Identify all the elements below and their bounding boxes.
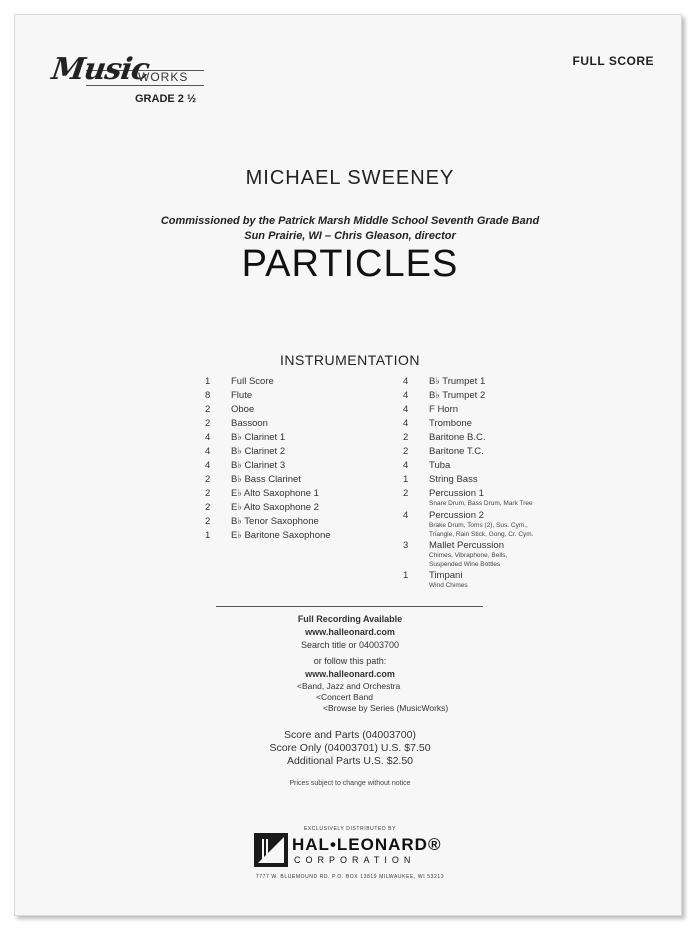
instrument-name: Percussion 1: [429, 488, 484, 499]
instrument-quantity: 1: [205, 376, 211, 387]
instrument-quantity: 4: [403, 390, 409, 401]
instrument-quantity: 8: [205, 390, 211, 401]
instrument-quantity: 1: [403, 570, 409, 581]
instrument-name: B♭ Clarinet 3: [231, 460, 286, 471]
instrument-name: Full Score: [231, 376, 274, 387]
instrument-name: E♭ Alto Saxophone 2: [231, 502, 319, 513]
instrument-name: F Horn: [429, 404, 459, 415]
publisher-address: 7777 W. BLUEMOUND RD. P.O. BOX 13819 MILWAUKEE, WI 53213: [255, 874, 445, 880]
hal-leonard-mark-icon: [254, 833, 288, 867]
instrument-name: String Bass: [429, 474, 478, 485]
price-line-3: Additional Parts U.S. $2.50: [286, 755, 414, 767]
instrument-subtext: Snare Drum, Bass Drum, Mark Tree: [429, 500, 533, 507]
instrument-quantity: 2: [403, 432, 409, 443]
instrument-quantity: 4: [205, 446, 211, 457]
composer-name: MICHAEL SWEENEY: [245, 167, 455, 189]
instrument-name: Percussion 2: [429, 510, 484, 521]
instrument-name: B♭ Trumpet 1: [429, 376, 486, 387]
grade-label: GRADE 2 ½: [135, 93, 197, 105]
instrumentation-heading: INSTRUMENTATION: [280, 352, 420, 368]
score-type-label: FULL SCORE: [572, 54, 654, 68]
recording-heading: Full Recording Available: [297, 614, 403, 624]
instrument-quantity: 4: [403, 376, 409, 387]
instrument-quantity: 2: [205, 474, 211, 485]
instrument-quantity: 1: [205, 530, 211, 541]
publisher-corp: CORPORATION: [294, 855, 416, 865]
commission-line-1: Commissioned by the Patrick Marsh Middle School Seventh Grade Band: [160, 215, 540, 227]
distributed-by-text: EXCLUSIVELY DISTRIBUTED BY: [303, 826, 397, 832]
instrument-name: B♭ Tenor Saxophone: [231, 516, 319, 527]
recording-url-2[interactable]: www.halleonard.com: [305, 669, 395, 679]
instrument-quantity: 1: [403, 474, 409, 485]
logo-works-text: WORKS: [138, 70, 189, 84]
instrument-name: Baritone B.C.: [429, 432, 486, 443]
instrument-name: Bassoon: [231, 418, 268, 429]
price-notice: Prices subject to change without notice: [289, 780, 411, 787]
instrument-subtext: Chimes, Vibraphone, Bells, Suspended Wine Bottles: [429, 552, 508, 568]
instrument-name: Tuba: [429, 460, 451, 471]
path-step-3: <Browse by Series (MusicWorks): [323, 703, 449, 713]
instrument-quantity: 2: [205, 502, 211, 513]
hal-leonard-logo: [254, 833, 444, 871]
instrument-subtext: Wind Chimes: [429, 582, 468, 589]
path-step-2: <Concert Band: [316, 692, 373, 702]
recording-url-1[interactable]: www.halleonard.com: [305, 627, 395, 637]
instrument-quantity: 3: [403, 540, 409, 551]
instrument-quantity: 4: [403, 418, 409, 429]
instrument-name: E♭ Baritone Saxophone: [231, 530, 331, 541]
publisher-name: HAL•LEONARD®: [292, 835, 442, 854]
recording-follow-text: or follow this path:: [313, 656, 387, 666]
instrument-quantity: 2: [205, 418, 211, 429]
instrument-quantity: 2: [403, 488, 409, 499]
instrument-quantity: 2: [205, 516, 211, 527]
instrument-name: Baritone T.C.: [429, 446, 484, 457]
instrument-name: Timpani: [429, 570, 463, 581]
price-line-1: Score and Parts (04003700): [284, 729, 416, 741]
instrument-name: Mallet Percussion: [429, 540, 504, 551]
instrument-name: B♭ Trumpet 2: [429, 390, 486, 401]
instrument-quantity: 4: [403, 460, 409, 471]
path-step-1: <Band, Jazz and Orchestra: [297, 681, 401, 691]
instrument-quantity: 2: [403, 446, 409, 457]
instrument-name: E♭ Alto Saxophone 1: [231, 488, 319, 499]
instrument-name: B♭ Bass Clarinet: [231, 474, 301, 485]
instrument-quantity: 4: [205, 432, 211, 443]
price-line-2: Score Only (04003701) U.S. $7.50: [269, 742, 431, 754]
instrument-name: B♭ Clarinet 1: [231, 432, 286, 443]
recording-search-text: Search title or 04003700: [300, 640, 400, 650]
instrument-quantity: 4: [205, 460, 211, 471]
instrument-quantity: 4: [403, 404, 409, 415]
piece-title: PARTICLES: [241, 243, 459, 285]
instrument-quantity: 2: [205, 488, 211, 499]
commission-line-2: Sun Prairie, WI – Chris Gleason, director: [244, 230, 456, 242]
instrument-name: Flute: [231, 390, 253, 401]
instrument-name: B♭ Clarinet 2: [231, 446, 286, 457]
section-divider: [216, 606, 483, 607]
instrument-name: Oboe: [231, 404, 255, 415]
instrument-name: Trombone: [429, 418, 472, 429]
instrument-quantity: 2: [205, 404, 211, 415]
instrument-subtext: Brake Drum, Toms (2), Sus. Cym., Triangle, Rain Stick, Gong, Cr. Cym.: [429, 522, 534, 538]
instrument-quantity: 4: [403, 510, 409, 521]
logo-script-text: Music: [49, 52, 152, 87]
